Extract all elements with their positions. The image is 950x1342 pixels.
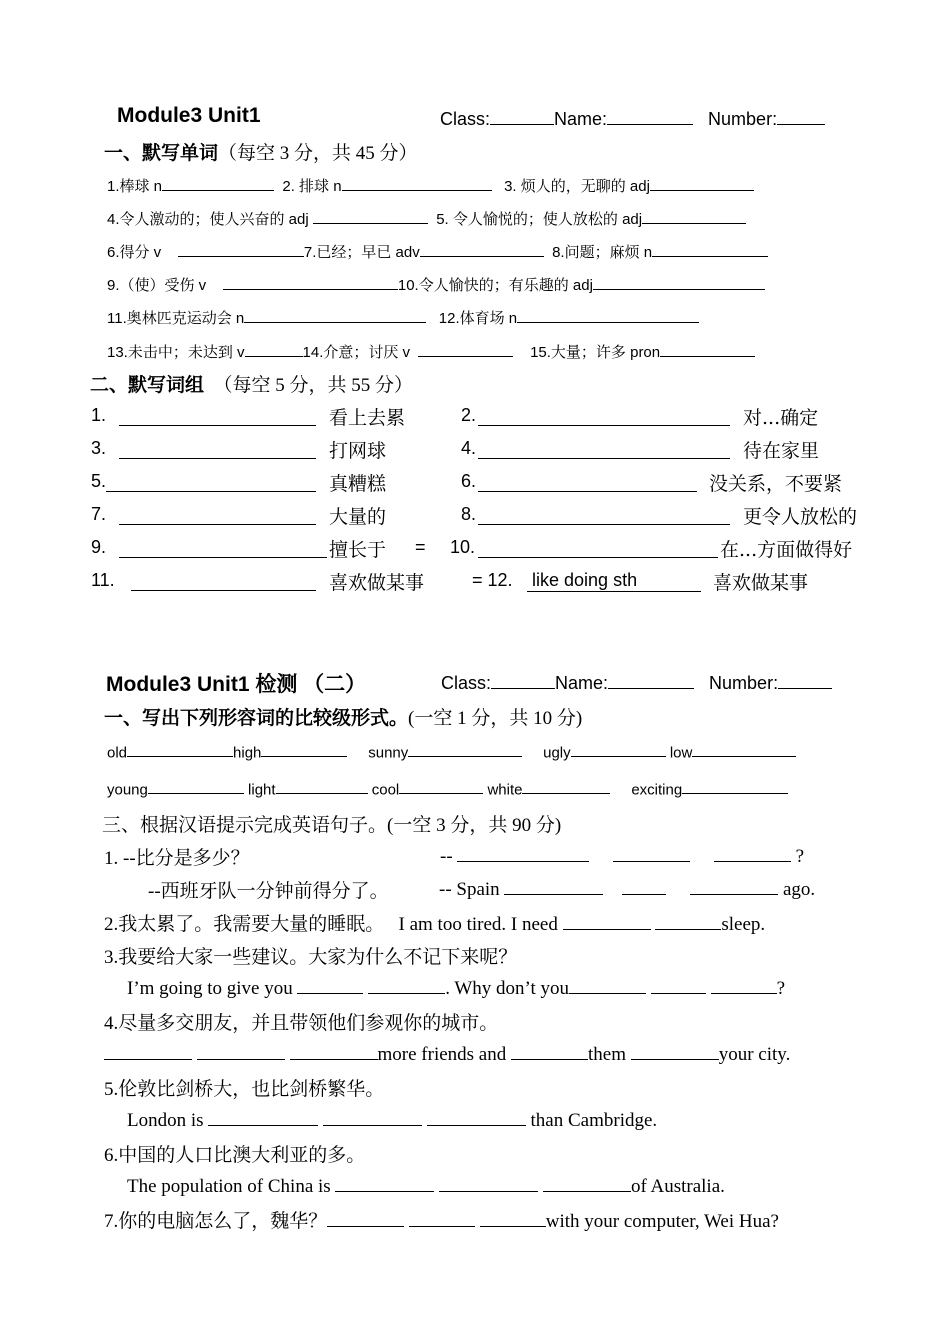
answer-blank[interactable]	[323, 1107, 422, 1126]
q7-chinese: 7.你的电脑怎么了，魏华？	[104, 1211, 328, 1232]
phrase-6-blank[interactable]	[478, 471, 697, 492]
phrase-4-chinese: 待在家里	[743, 440, 820, 462]
question-mark: ?	[795, 846, 805, 868]
phrase-3-number: 3.	[91, 438, 107, 458]
answer-blank[interactable]	[504, 876, 603, 895]
comparative-blank[interactable]	[261, 742, 347, 757]
phrase-12-example-answer	[527, 570, 701, 592]
phrase-10-blank[interactable]	[478, 537, 718, 558]
number-label: Number:	[708, 109, 778, 130]
answer-blank[interactable]	[511, 1041, 588, 1060]
phrase-2-chinese: 对...确定	[743, 407, 819, 429]
adjective: old	[107, 744, 128, 762]
q2-row	[104, 909, 765, 936]
phrase-5-blank[interactable]	[106, 471, 316, 492]
word-row-1	[107, 175, 754, 196]
answer-blank[interactable]	[714, 843, 791, 862]
word-blank[interactable]	[660, 342, 755, 357]
comparative-row-2	[107, 779, 788, 798]
answer-blank[interactable]	[543, 1173, 631, 1192]
test-title: Module3 Unit1 检测 （二）	[106, 673, 367, 696]
phrase-4-blank[interactable]	[478, 438, 730, 459]
adjective: cool	[371, 781, 400, 799]
section-points: （每空 3 分，共 45 分）	[218, 143, 418, 164]
q4-english	[104, 1041, 790, 1066]
word-prompt: 12.体育场 n	[438, 310, 518, 327]
dash: --	[440, 846, 453, 868]
phrase-6-chinese: 没关系，不要紧	[709, 473, 843, 495]
adjective: sunny	[368, 744, 409, 762]
sentence-end: sleep.	[721, 914, 766, 935]
q3-chinese: 3.我要给大家一些建议。大家为什么不记下来呢？	[104, 947, 518, 968]
answer-blank[interactable]	[563, 911, 651, 930]
section-points: (一空 3 分，共 90 分)	[387, 815, 562, 836]
sentence-end: your city.	[718, 1044, 791, 1066]
phrase-5-number: 5.	[91, 471, 107, 491]
word-blank[interactable]	[650, 176, 754, 191]
phrase-1-number: 1.	[91, 405, 107, 425]
word-prompt: 9.（使）受伤 v	[107, 277, 207, 294]
equals-sign: =	[472, 570, 483, 590]
number-blank[interactable]	[777, 107, 825, 125]
phrase-11-blank[interactable]	[131, 570, 316, 591]
word-prompt: 10.令人愉快的；有乐趣的 adj	[397, 277, 593, 294]
phrase-8-chinese: 更令人放松的	[743, 506, 858, 528]
phrase-9-blank[interactable]	[119, 537, 327, 558]
q5-chinese: 5.伦敦比剑桥大，也比剑桥繁华。	[104, 1079, 385, 1100]
word-prompt: 14.介意；讨厌 v	[302, 344, 411, 361]
q4-chinese: 4.尽量多交朋友，并且带领他们参观你的城市。	[104, 1013, 499, 1034]
sentence-end: ago.	[782, 879, 816, 901]
number-text: 12.	[487, 570, 513, 590]
comparative-blank[interactable]	[408, 742, 522, 757]
section-title: 一、写出下列形容词的比较级形式。	[104, 708, 409, 729]
word-blank[interactable]	[313, 209, 428, 224]
sentence-end: with your computer, Wei Hua?	[545, 1211, 779, 1232]
comparative-blank[interactable]	[571, 742, 666, 757]
number-blank[interactable]	[778, 671, 832, 689]
q2-english: I am too tired. I need	[398, 914, 558, 935]
answer-blank[interactable]	[335, 1173, 434, 1192]
class-blank[interactable]	[491, 671, 555, 689]
answer-blank[interactable]	[613, 843, 690, 862]
word-row-2	[107, 208, 746, 229]
phrase-1-chinese: 看上去累	[329, 407, 406, 429]
adjective: white	[487, 781, 523, 799]
answer-blank[interactable]	[690, 876, 778, 895]
section-comparatives-heading	[104, 703, 582, 730]
phrase-3-blank[interactable]	[119, 438, 316, 459]
word-blank[interactable]	[178, 242, 304, 257]
phrase-5-chinese: 真糟糕	[329, 473, 387, 495]
sentence-start: London is	[127, 1110, 204, 1132]
word-blank[interactable]	[244, 308, 426, 323]
sentence-start: The population of China is	[127, 1176, 331, 1198]
number-label: Number:	[709, 673, 779, 694]
word-blank[interactable]	[652, 242, 768, 257]
comparative-row-1	[107, 742, 796, 761]
student-info-header-2	[441, 671, 832, 694]
answer-blank[interactable]	[622, 876, 666, 895]
answer-blank[interactable]	[427, 1107, 526, 1126]
word-prompt: 4.令人激动的；使人兴奋的 adj	[107, 211, 309, 228]
section-points: (一空 1 分，共 10 分)	[408, 708, 583, 729]
word-blank[interactable]	[517, 308, 699, 323]
example-answer-text: like doing sth	[532, 570, 638, 590]
word-blank[interactable]	[418, 342, 513, 357]
phrase-10-chinese: 在...方面做得好	[720, 539, 853, 561]
word-blank[interactable]	[593, 275, 765, 290]
sentence-middle: . Why don’t you	[445, 978, 570, 1000]
answer-blank[interactable]	[651, 975, 706, 994]
comparative-blank[interactable]	[692, 742, 796, 757]
word-prompt: 15.大量；许多 pron	[530, 344, 661, 361]
answer-blank[interactable]	[290, 1041, 378, 1060]
phrase-8-number: 8.	[461, 504, 477, 524]
class-label: Class:	[441, 673, 492, 694]
answer-blank[interactable]	[439, 1173, 538, 1192]
phrase-3-chinese: 打网球	[329, 440, 387, 462]
answer-blank[interactable]	[104, 1041, 192, 1060]
adjective: high	[233, 744, 262, 762]
class-label: Class:	[440, 109, 491, 130]
q1-english-b	[439, 876, 815, 901]
q1-chinese-b: --西班牙队一分钟前得分了。	[148, 881, 389, 902]
phrase-4-number: 4.	[461, 438, 477, 458]
word-prompt: 11.奥林匹克运动会 n	[107, 310, 245, 327]
section-translation-heading	[102, 810, 561, 837]
adjective: exciting	[631, 781, 683, 799]
equals-sign: =	[415, 537, 426, 557]
name-label: Name:	[555, 673, 609, 694]
adjective: ugly	[543, 744, 571, 762]
q7-row	[104, 1206, 779, 1233]
section-dictation-phrases-heading	[90, 370, 413, 397]
section-title: 一、默写单词	[104, 143, 219, 164]
answer-blank[interactable]	[457, 843, 589, 862]
q1-chinese-a: 1. --比分是多少？	[104, 848, 250, 869]
word-row-5	[107, 307, 699, 328]
name-blank[interactable]	[608, 671, 694, 689]
word-row-4	[107, 274, 765, 295]
sentence-middle: them	[587, 1044, 626, 1066]
comparative-blank[interactable]	[148, 779, 244, 794]
phrase-10-number: 10.	[450, 537, 476, 557]
word-blank[interactable]	[245, 342, 303, 357]
q6-chinese: 6.中国的人口比澳大利亚的多。	[104, 1145, 366, 1166]
word-prompt: 1.棒球 n	[107, 178, 163, 195]
word-prompt: 13.未击中；未达到 v	[107, 344, 245, 361]
phrase-7-chinese: 大量的	[329, 506, 387, 528]
word-row-3	[107, 241, 768, 262]
question-mark: ?	[776, 978, 785, 1000]
word-blank[interactable]	[642, 209, 746, 224]
q6-english	[127, 1173, 725, 1198]
word-prompt: 5. 令人愉悦的；使人放松的 adj	[436, 211, 643, 228]
student-info-header	[440, 107, 825, 130]
comparative-blank[interactable]	[276, 779, 368, 794]
phrase-6-number: 6.	[461, 471, 477, 491]
word-prompt: 7.已经；早已 adv	[303, 244, 420, 261]
phrase-7-number: 7.	[91, 504, 107, 524]
sentence-end: than Cambridge.	[530, 1110, 658, 1132]
section-title: 三、根据汉语提示完成英语句子。	[102, 815, 388, 836]
answer-blank[interactable]	[368, 975, 445, 994]
word-prompt: 6.得分 v	[107, 244, 162, 261]
unit-title: Module3 Unit1	[117, 104, 261, 127]
answer-blank[interactable]	[655, 911, 721, 930]
comparative-blank[interactable]	[127, 742, 233, 757]
phrase-9-number: 9.	[91, 537, 107, 557]
word-row-6	[107, 341, 755, 362]
answer-blank[interactable]	[711, 975, 777, 994]
word-prompt: 2. 排球 n	[282, 178, 342, 195]
answer-blank[interactable]	[297, 975, 363, 994]
sentence-end: of Australia.	[630, 1176, 725, 1198]
name-blank[interactable]	[607, 107, 693, 125]
phrase-12-chinese: 喜欢做某事	[713, 572, 809, 594]
section-dictation-words-heading	[104, 138, 418, 165]
word-blank[interactable]	[342, 176, 492, 191]
phrase-8-blank[interactable]	[478, 504, 730, 525]
section-points: （每空 5 分，共 55 分）	[213, 375, 414, 396]
section-title: 二、默写词组	[90, 375, 205, 396]
answer-blank[interactable]	[409, 1208, 475, 1227]
sentence-middle: more friends and	[377, 1044, 507, 1066]
name-label: Name:	[554, 109, 608, 130]
answer-blank[interactable]	[569, 975, 646, 994]
sentence-start: -- Spain	[439, 879, 500, 901]
answer-blank[interactable]	[197, 1041, 285, 1060]
word-prompt: 8.问题；麻烦 n	[552, 244, 653, 261]
comparative-blank[interactable]	[522, 779, 610, 794]
q3-english	[127, 975, 785, 1000]
phrase-11-chinese: 喜欢做某事	[329, 572, 425, 594]
q5-english	[127, 1107, 657, 1132]
answer-blank[interactable]	[631, 1041, 719, 1060]
phrase-12-number	[472, 570, 513, 591]
phrase-2-blank[interactable]	[478, 405, 730, 426]
class-blank[interactable]	[490, 107, 554, 125]
comparative-blank[interactable]	[682, 779, 788, 794]
phrase-9-chinese: 擅长于	[329, 539, 387, 561]
answer-blank[interactable]	[208, 1107, 318, 1126]
phrase-1-blank[interactable]	[119, 405, 316, 426]
adjective: light	[248, 781, 276, 799]
word-prompt: 3. 烦人的，无聊的 adj	[504, 178, 650, 195]
q2-chinese: 2.我太累了。我需要大量的睡眠。	[104, 914, 385, 935]
word-blank[interactable]	[420, 242, 544, 257]
comparative-blank[interactable]	[399, 779, 483, 794]
word-blank[interactable]	[223, 275, 398, 290]
answer-blank[interactable]	[480, 1208, 546, 1227]
word-blank[interactable]	[162, 176, 274, 191]
adjective: low	[669, 744, 693, 762]
sentence-start: I’m going to give you	[127, 978, 293, 1000]
phrase-2-number: 2.	[461, 405, 477, 425]
phrase-7-blank[interactable]	[119, 504, 316, 525]
answer-blank[interactable]	[327, 1208, 404, 1227]
adjective: young	[107, 781, 148, 799]
phrase-11-number: 11.	[91, 570, 115, 590]
q1-english-a	[440, 843, 804, 868]
